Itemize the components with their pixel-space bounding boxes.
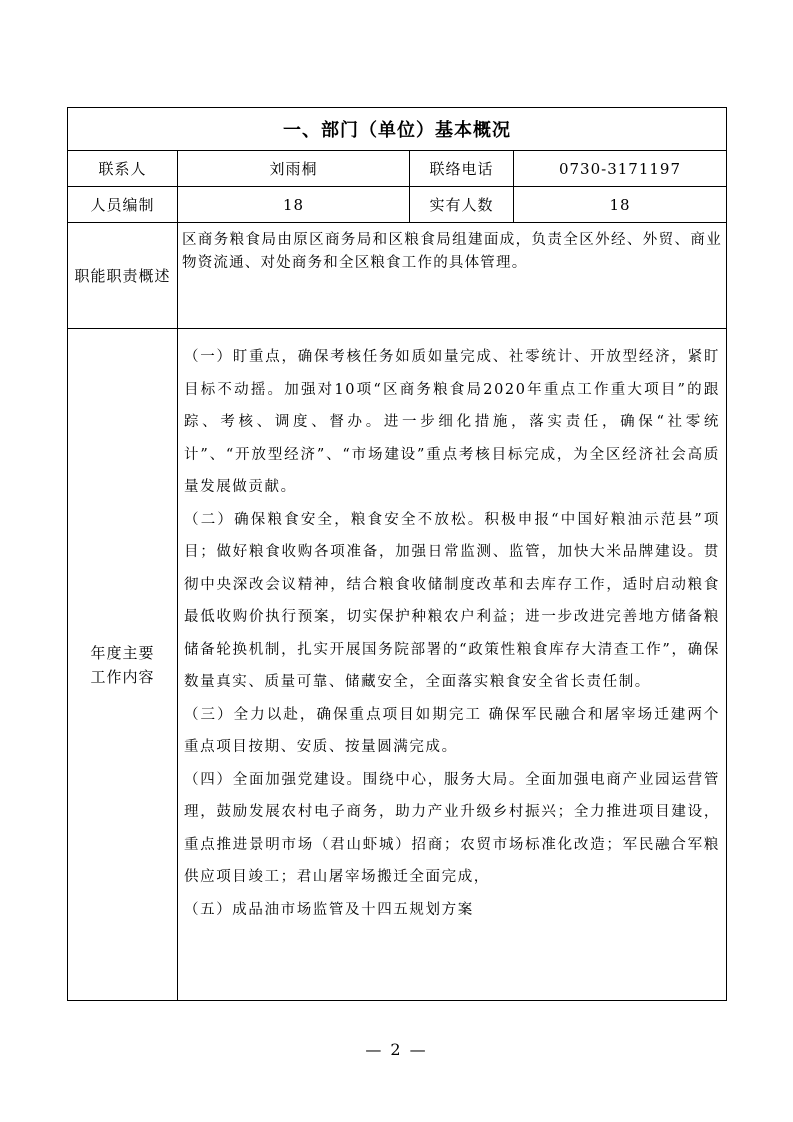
work-paragraph-2: （二）确保粮食安全，粮食安全不放松。积极申报“中国好粮油示范县”项目；做好粮食收购各项准备，加强日常监测、监管，加快大米品牌建设。贯彻中央深改会议精神，结合粮食收储制度改革和去库存工作，适时启动粮食最低收购价执行预案，切实保护种粮农户利益；进一步改进完善地方储备粮储备轮换机制，扎实开展国务院部署的“政策性粮食库存大清查工作”，确保数量真实、质量可靠、储藏安全，全面落实粮食安全省长责任制。 (184, 511, 720, 690)
annual-work-label-line1: 年度主要 (90, 643, 155, 662)
contact-value: 刘雨桐 (178, 151, 410, 187)
duties-label: 职能职责概述 (68, 223, 178, 329)
annual-work-content (178, 329, 727, 1001)
phone-value: 0730-3171197 (514, 151, 727, 187)
work-paragraph-3: （三）全力以赴，确保重点项目如期完工 确保军民融合和屠宰场迁建两个重点项目按期、安质、按量圆满完成。 (184, 706, 720, 755)
section-title: 一、部门（单位）基本概况 (68, 108, 727, 151)
basic-info-table (67, 107, 727, 1001)
staff-quota-value: 18 (178, 187, 410, 223)
annual-work-label (68, 329, 178, 1001)
work-paragraph-5: （五）成品油市场监管及十四五规划方案 (184, 901, 474, 918)
actual-staff-label: 实有人数 (410, 187, 514, 223)
phone-label: 联络电话 (410, 151, 514, 187)
staff-quota-label: 人员编制 (68, 187, 178, 223)
work-paragraph-1: （一）盯重点，确保考核任务如质如量完成、社零统计、开放型经济，紧盯目标不动摇。加强对10项“区商务粮食局2020年重点工作重大项目”的跟踪、考核、调度、督办。进一步细化措施，落实责任，确保“社零统计”、“开放型经济”、“市场建设”重点考核目标完成，为全区经济社会高质量发展做贡献。 (184, 349, 720, 495)
page-number: — 2 — (365, 1040, 428, 1059)
work-paragraph-4: （四）全面加强党建设。围绕中心，服务大局。全面加强电商产业园运营管理，鼓励发展农村电子商务，助力产业升级乡村振兴；全力推进项目建设，重点推进景明市场（君山虾城）招商；农贸市场标准化改造；军民融合军粮供应项目竣工；君山屠宰场搬迁全面完成， (184, 771, 720, 885)
duties-text: 区商务粮食局由原区商务局和区粮食局组建面成，负责全区外经、外贸、商业物资流通、对处商务和全区粮食工作的具体管理。 (178, 223, 727, 329)
contact-label: 联系人 (68, 151, 178, 187)
annual-work-label-line2: 工作内容 (90, 667, 155, 686)
actual-staff-value: 18 (514, 187, 727, 223)
